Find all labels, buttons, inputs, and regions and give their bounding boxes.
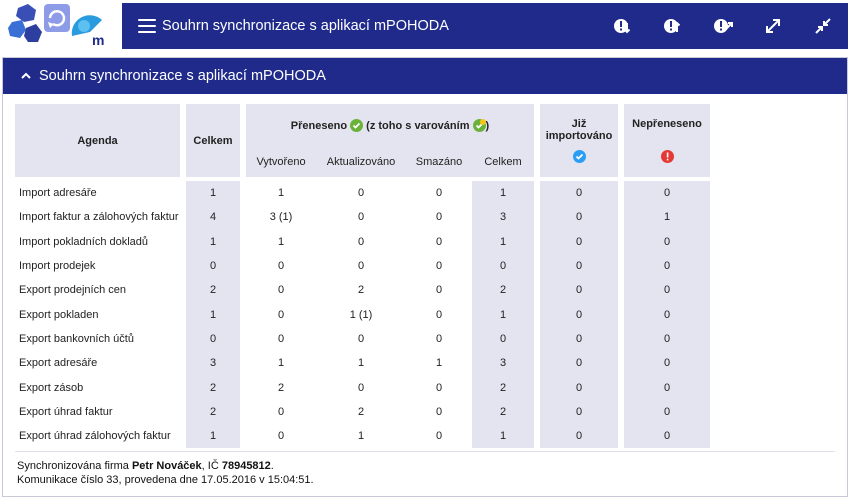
cell-jiz-importovano: 0: [540, 351, 618, 375]
cell-aktualizovano: 0: [357, 211, 365, 224]
cell-celkem-preneseno: 2: [472, 400, 534, 424]
cell-aktualizovano: 1: [357, 357, 365, 370]
cell-agenda: Export pokladen: [19, 308, 99, 321]
header-preneseno: [246, 104, 534, 147]
cell-nepreneseno: 0: [624, 230, 710, 254]
header-smazano: Smazáno: [406, 147, 472, 177]
panel-title: Souhrn synchronizace s aplikací mPOHODA: [39, 68, 326, 84]
cell-agenda: Export zásob: [19, 381, 84, 394]
cell-nepreneseno: 0: [624, 424, 710, 448]
cell-celkem: 2: [186, 278, 240, 302]
cell-jiz-importovano: 0: [540, 302, 618, 326]
nepreneseno-label: Nepřeneseno: [632, 118, 702, 130]
cell-smazano: 0: [435, 430, 443, 443]
cell-celkem-preneseno: 1: [472, 424, 534, 448]
cell-agenda: Export úhrad zálohových faktur: [19, 430, 171, 443]
cell-vytvoreno: 0: [277, 332, 285, 345]
table-row: [15, 302, 710, 326]
cell-vytvoreno: 2: [277, 381, 285, 394]
cell-celkem: 1: [186, 424, 240, 448]
cell-agenda: Export prodejních cen: [19, 284, 127, 297]
table-row: [15, 230, 710, 254]
cell-smazano: 1: [435, 357, 443, 370]
cell-aktualizovano: 0: [357, 260, 365, 273]
cell-smazano: 0: [435, 332, 443, 345]
cell-agenda: Import faktur a zálohových faktur: [19, 211, 179, 224]
table-row: [15, 400, 710, 424]
table-row: [15, 181, 710, 205]
table-row: [15, 424, 710, 448]
cell-celkem: 0: [186, 254, 240, 278]
header-agenda: Agenda: [15, 104, 180, 177]
cell-celkem-preneseno: 0: [472, 254, 534, 278]
check-blue-icon: [573, 150, 586, 163]
cell-nepreneseno: 0: [624, 302, 710, 326]
cell-celkem-preneseno: 1: [472, 181, 534, 205]
cell-vytvoreno: 1: [277, 187, 285, 200]
toolbar: [598, 3, 848, 49]
cell-jiz-importovano: 0: [540, 230, 618, 254]
cell-nepreneseno: 0: [624, 400, 710, 424]
cell-nepreneseno: 0: [624, 375, 710, 399]
check-green-icon: [350, 119, 363, 132]
cell-celkem-preneseno: 0: [472, 327, 534, 351]
cell-agenda: Import pokladních dokladů: [19, 235, 149, 248]
cell-jiz-importovano: 0: [540, 205, 618, 229]
cell-celkem: 1: [186, 181, 240, 205]
table-row: [15, 375, 710, 399]
header-celkem: Celkem: [186, 104, 240, 177]
cell-aktualizovano: 1 (1): [349, 308, 373, 321]
cell-vytvoreno: 0: [277, 430, 285, 443]
top-bar: [122, 3, 848, 49]
cell-aktualizovano: 1: [357, 430, 365, 443]
cell-vytvoreno: 1: [277, 357, 285, 370]
sync-info: [17, 459, 314, 487]
cell-aktualizovano: 2: [357, 284, 365, 297]
cell-celkem-preneseno: 3: [472, 351, 534, 375]
cell-agenda: Export bankovních účtů: [19, 332, 134, 345]
jiz-line2: importováno: [545, 130, 613, 142]
communication-line: Komunikace číslo 33, provedena dne 17.05.2016 v 15:04:51.: [17, 474, 314, 486]
cell-jiz-importovano: 0: [540, 278, 618, 302]
summary-table: [15, 104, 710, 448]
cell-aktualizovano: 2: [357, 405, 365, 418]
cell-smazano: 0: [435, 187, 443, 200]
upload-warning-icon[interactable]: [648, 3, 698, 49]
cell-smazano: 0: [435, 308, 443, 321]
cell-aktualizovano: 0: [357, 381, 365, 394]
sync-company-line: Synchronizována firma Petr Nováček, IČ 78945812.: [17, 460, 274, 472]
warning-note-suffix: ): [485, 120, 490, 132]
cell-celkem: 1: [186, 302, 240, 326]
table-row: [15, 205, 710, 229]
header-vytvoreno: Vytvořeno: [246, 147, 316, 177]
external-warning-icon[interactable]: [698, 3, 748, 49]
divider: [15, 451, 835, 452]
cell-aktualizovano: 0: [357, 187, 365, 200]
cell-celkem: 2: [186, 375, 240, 399]
cell-celkem-preneseno: 2: [472, 375, 534, 399]
cell-celkem-preneseno: 1: [472, 230, 534, 254]
error-icon: [661, 150, 674, 163]
cell-smazano: 0: [435, 381, 443, 394]
cell-nepreneseno: 0: [624, 181, 710, 205]
company-name: Petr Nováček: [131, 460, 202, 472]
table-row: [15, 327, 710, 351]
panel-header[interactable]: [3, 58, 847, 94]
cell-celkem: 4: [186, 205, 240, 229]
mpohoda-logo-icon: [0, 0, 122, 49]
svg-text:m: m: [92, 32, 105, 48]
cell-agenda: Import prodejek: [19, 260, 96, 273]
table-row: [15, 351, 710, 375]
cell-jiz-importovano: 0: [540, 424, 618, 448]
cell-vytvoreno: 3 (1): [269, 211, 293, 224]
menu-icon[interactable]: [138, 19, 156, 33]
cell-smazano: 0: [435, 211, 443, 224]
cell-vytvoreno: 0: [277, 308, 285, 321]
download-warning-icon[interactable]: [598, 3, 648, 49]
cell-vytvoreno: 1: [277, 235, 285, 248]
company-ic: 78945812: [221, 460, 271, 472]
cell-celkem-preneseno: 3: [472, 205, 534, 229]
cell-celkem: 2: [186, 400, 240, 424]
chevron-up-icon[interactable]: [19, 69, 33, 83]
cell-jiz-importovano: 0: [540, 400, 618, 424]
preneseno-label: Přeneseno: [290, 120, 348, 132]
cell-jiz-importovano: 0: [540, 181, 618, 205]
app-logo: [0, 0, 122, 49]
header-jiz-importovano: [540, 104, 618, 177]
cell-jiz-importovano: 0: [540, 254, 618, 278]
header-celkem-preneseno: Celkem: [472, 147, 534, 177]
expand-icon[interactable]: [748, 3, 798, 49]
cell-vytvoreno: 0: [277, 260, 285, 273]
summary-panel: [2, 57, 848, 497]
cell-smazano: 0: [435, 284, 443, 297]
cell-nepreneseno: 1: [624, 205, 710, 229]
cell-celkem: 1: [186, 230, 240, 254]
cell-nepreneseno: 0: [624, 351, 710, 375]
cell-nepreneseno: 0: [624, 278, 710, 302]
cell-vytvoreno: 0: [277, 405, 285, 418]
cell-agenda: Export úhrad faktur: [19, 405, 113, 418]
jiz-line1: Již: [571, 118, 587, 130]
cell-celkem: 0: [186, 327, 240, 351]
cell-nepreneseno: 0: [624, 254, 710, 278]
cell-jiz-importovano: 0: [540, 327, 618, 351]
header-nepreneseno: [624, 104, 710, 177]
table-row: [15, 254, 710, 278]
cell-smazano: 0: [435, 235, 443, 248]
cell-nepreneseno: 0: [624, 327, 710, 351]
cell-aktualizovano: 0: [357, 332, 365, 345]
cell-agenda: Export adresáře: [19, 357, 98, 370]
cell-celkem-preneseno: 1: [472, 302, 534, 326]
check-warning-icon: [473, 119, 486, 132]
cell-jiz-importovano: 0: [540, 375, 618, 399]
cell-vytvoreno: 0: [277, 284, 285, 297]
cell-smazano: 0: [435, 405, 443, 418]
app-title: Souhrn synchronizace s aplikací mPOHODA: [162, 18, 449, 34]
warning-note-prefix: (z toho s varováním: [366, 120, 470, 132]
cell-aktualizovano: 0: [357, 235, 365, 248]
cell-smazano: 0: [435, 260, 443, 273]
collapse-icon[interactable]: [798, 3, 848, 49]
cell-agenda: Import adresáře: [19, 187, 97, 200]
cell-celkem-preneseno: 2: [472, 278, 534, 302]
table-row: [15, 278, 710, 302]
header-aktualizovano: Aktualizováno: [316, 147, 406, 177]
cell-celkem: 3: [186, 351, 240, 375]
